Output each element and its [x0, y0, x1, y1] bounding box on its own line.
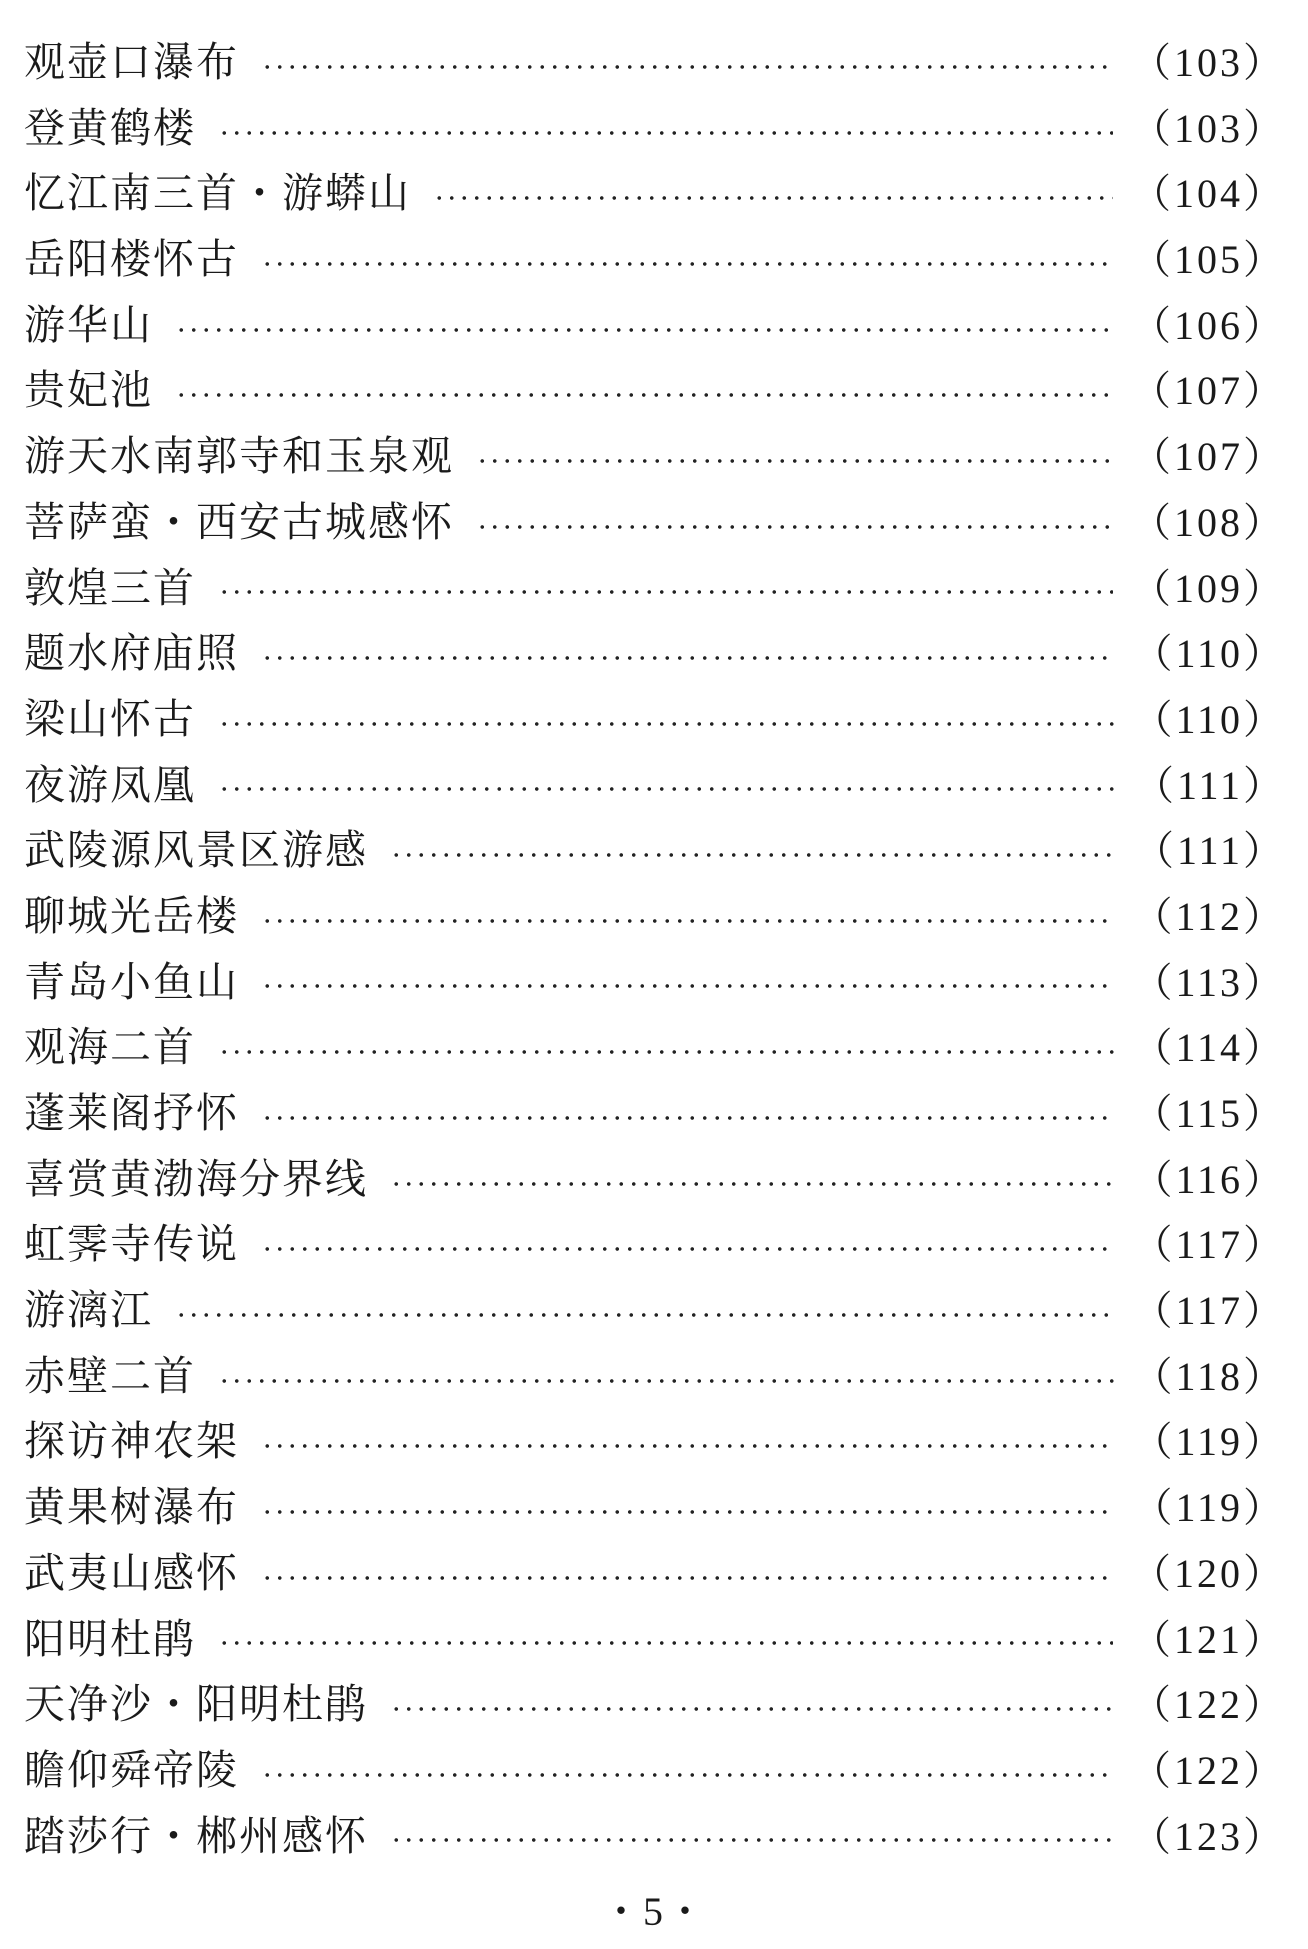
dot-leader — [261, 1576, 1113, 1580]
toc-entry-title: 敦煌三首 — [24, 563, 196, 612]
dot-leader — [476, 459, 1113, 463]
toc-entry — [24, 1475, 1286, 1541]
toc-entry-page: （122） — [1131, 1682, 1286, 1728]
toc-entry-title: 聊城光岳楼 — [24, 891, 239, 940]
dot-leader — [390, 853, 1116, 857]
toc-entry-page: （109） — [1131, 565, 1286, 611]
toc-entry — [24, 687, 1286, 753]
page-number: ・5・ — [601, 1889, 707, 1934]
toc-entry-title: 游漓江 — [24, 1286, 153, 1335]
toc-entry-title: 登黄鹤楼 — [24, 103, 196, 152]
toc-entry — [24, 1344, 1286, 1410]
toc-entry-title: 题水府庙照 — [24, 629, 239, 678]
toc-entry — [24, 1015, 1286, 1081]
toc-entry-title: 踏莎行・郴州感怀 — [24, 1811, 368, 1860]
toc-entry — [24, 1607, 1286, 1673]
toc-entry — [24, 1541, 1286, 1607]
toc-entry-title: 天净沙・阳明杜鹃 — [24, 1680, 368, 1729]
toc-entry-page: （120） — [1131, 1550, 1286, 1596]
dot-leader — [261, 656, 1114, 660]
toc-entry-page: （119） — [1132, 1419, 1286, 1465]
toc-entry-title: 游天水南郭寺和玉泉观 — [24, 432, 454, 481]
toc-entry — [24, 884, 1286, 950]
dot-leader — [390, 1838, 1113, 1842]
toc-entry-title: 赤壁二首 — [24, 1351, 196, 1400]
dot-leader — [218, 787, 1116, 791]
toc-entry-page: （106） — [1131, 302, 1286, 348]
toc-entry — [24, 1212, 1286, 1278]
toc-entry — [24, 293, 1286, 359]
toc-entry — [24, 227, 1286, 293]
toc-entry — [24, 621, 1286, 687]
toc-entry-page: （111） — [1133, 828, 1286, 874]
toc-entry-title: 武陵源风景区游感 — [24, 826, 368, 875]
toc-entry — [24, 1147, 1286, 1213]
toc-entry-page: （118） — [1132, 1353, 1286, 1399]
toc-entry-title: 阳明杜鹃 — [24, 1614, 196, 1663]
toc-entry-title: 观海二首 — [24, 1023, 196, 1072]
toc-entry-title: 青岛小鱼山 — [24, 957, 239, 1006]
dot-leader — [218, 1050, 1114, 1054]
dot-leader — [218, 131, 1113, 135]
toc-entry — [24, 358, 1286, 424]
dot-leader — [218, 590, 1113, 594]
dot-leader — [476, 525, 1113, 529]
dot-leader — [261, 65, 1113, 69]
toc-entry-page: （123） — [1131, 1813, 1286, 1859]
toc-entry — [24, 161, 1286, 227]
dot-leader — [261, 1773, 1113, 1777]
dot-leader — [261, 1247, 1114, 1251]
toc-entry-page: （114） — [1132, 1025, 1286, 1071]
toc-entry-page: （105） — [1131, 237, 1286, 283]
toc-entry-title: 观壶口瀑布 — [24, 38, 239, 86]
toc-entry-title: 武夷山感怀 — [24, 1548, 239, 1597]
toc-entry-title: 蓬莱阁抒怀 — [24, 1089, 239, 1137]
toc-entry-page: （103） — [1131, 40, 1286, 85]
toc-entry-title: 岳阳楼怀古 — [24, 235, 239, 284]
toc-entry — [24, 1804, 1286, 1870]
toc-entry — [24, 30, 1286, 96]
toc-entry — [24, 1081, 1286, 1147]
dot-leader — [175, 328, 1113, 332]
toc-entry-page: （113） — [1132, 959, 1286, 1005]
toc-entry — [24, 1738, 1286, 1804]
dot-leader — [261, 1510, 1114, 1514]
dot-leader — [175, 393, 1113, 397]
toc-entry-page: （110） — [1132, 696, 1286, 742]
toc-entry-title: 梁山怀古 — [24, 694, 196, 743]
toc-entry-title: 游华山 — [24, 300, 153, 349]
toc-entry-title: 喜赏黄渤海分界线 — [24, 1154, 368, 1203]
dot-leader — [390, 1182, 1114, 1186]
toc-entry — [24, 1409, 1286, 1475]
toc-entry-page: （107） — [1131, 368, 1286, 414]
toc-entry-title: 夜游凤凰 — [24, 760, 196, 809]
toc-entry-page: （117） — [1132, 1222, 1286, 1268]
toc-entry-title: 菩萨蛮・西安古城感怀 — [24, 497, 454, 546]
toc-entry — [24, 490, 1286, 556]
toc-entry-title: 探访神农架 — [24, 1417, 239, 1466]
dot-leader — [218, 722, 1114, 726]
dot-leader — [433, 196, 1113, 200]
toc-entry-page: （121） — [1131, 1616, 1286, 1662]
toc-entry — [24, 753, 1286, 819]
toc-entry — [24, 1278, 1286, 1344]
dot-leader — [261, 1116, 1114, 1120]
toc-entry — [24, 818, 1286, 884]
toc-entry-page: （107） — [1131, 434, 1286, 480]
toc-entry-page: （119） — [1132, 1485, 1286, 1531]
table-of-contents — [24, 30, 1286, 1869]
toc-entry-page: （117） — [1132, 1288, 1286, 1334]
toc-entry-page: （110） — [1132, 631, 1286, 677]
toc-entry — [24, 950, 1286, 1016]
toc-entry — [24, 96, 1286, 162]
dot-leader — [175, 1313, 1114, 1317]
toc-entry — [24, 1672, 1286, 1738]
dot-leader — [261, 262, 1113, 266]
toc-entry-title: 黄果树瀑布 — [24, 1483, 239, 1532]
toc-entry-page: （112） — [1132, 893, 1286, 939]
toc-entry-title: 贵妃池 — [24, 366, 153, 415]
toc-entry-page: （116） — [1132, 1156, 1286, 1202]
toc-entry-page: （115） — [1132, 1091, 1286, 1136]
dot-leader — [218, 1641, 1113, 1645]
toc-entry-page: （108） — [1131, 499, 1286, 545]
toc-entry — [24, 424, 1286, 490]
dot-leader — [261, 984, 1114, 988]
toc-entry-title: 忆江南三首・游蟒山 — [24, 169, 411, 218]
dot-leader — [261, 919, 1114, 923]
toc-entry-title: 瞻仰舜帝陵 — [24, 1745, 239, 1794]
dot-leader — [390, 1707, 1113, 1711]
toc-entry-title: 虹霁寺传说 — [24, 1220, 239, 1269]
toc-entry-page: （104） — [1131, 171, 1286, 217]
dot-leader — [261, 1444, 1114, 1448]
toc-entry-page: （103） — [1131, 105, 1286, 151]
dot-leader — [218, 1379, 1114, 1383]
toc-entry — [24, 556, 1286, 622]
toc-entry-page: （111） — [1133, 762, 1286, 808]
toc-entry-page: （122） — [1131, 1747, 1286, 1793]
